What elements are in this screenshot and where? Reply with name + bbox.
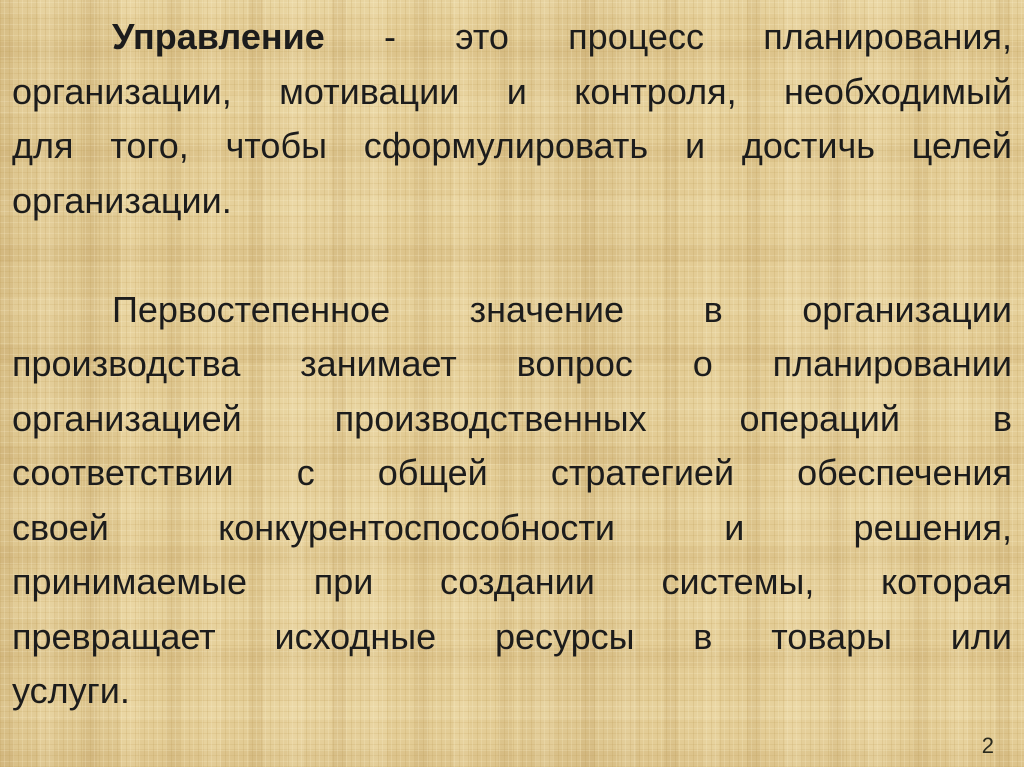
text-line: организации, мотивации и контроля, необходимый — [12, 70, 1012, 112]
text-line-rest: - это процесс планирования, — [324, 16, 1012, 57]
text-line: соответствии с общей стратегией обеспечения — [12, 452, 1012, 493]
text-line: организации. — [12, 179, 232, 221]
slide-body-text — [12, 10, 1012, 719]
text-line: превращает исходные ресурсы в товары или — [12, 615, 1012, 657]
paragraph-gap — [12, 228, 1012, 283]
text-line: организацией производственных операций в — [12, 397, 1012, 439]
text-line: производства занимает вопрос о планировании — [12, 343, 1012, 384]
text-line: своей конкурентоспособности и решения, — [12, 506, 1012, 548]
text-line: принимаемые при создании системы, которая — [12, 561, 1012, 602]
bold-term: Управление — [112, 16, 325, 57]
text-line — [12, 10, 1012, 65]
page-number: 2 — [981, 733, 994, 758]
text-line: для того, чтобы сформулировать и достичь целей — [12, 125, 1012, 166]
text-line: Первостепенное значение в организации — [112, 288, 1012, 330]
text-line: услуги. — [12, 670, 130, 711]
